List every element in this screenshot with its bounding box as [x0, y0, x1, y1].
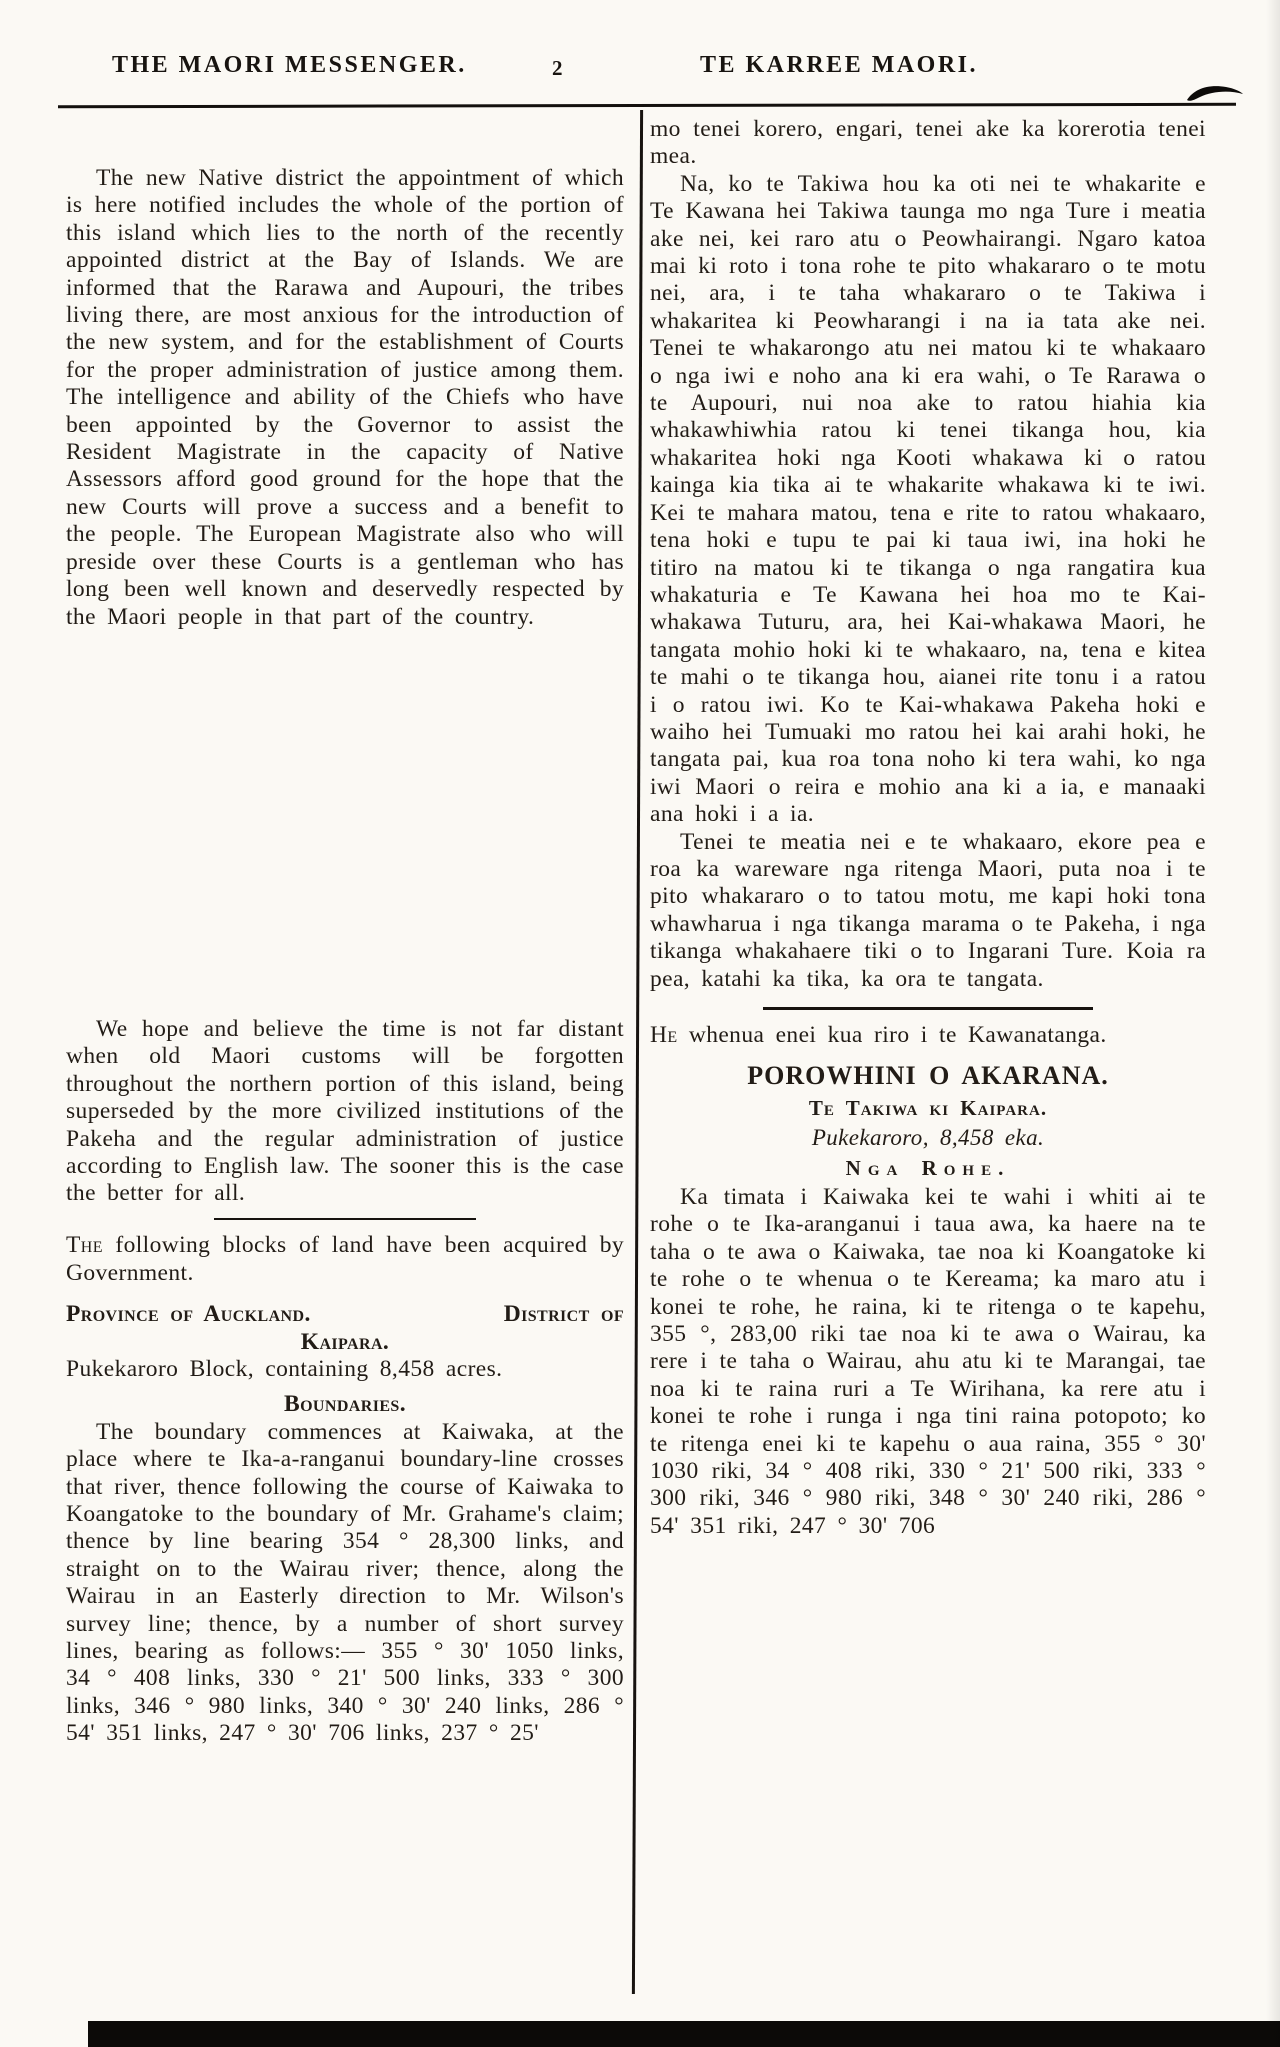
province-district-heading	[66, 1301, 624, 1328]
scan-edge-shading	[1266, 0, 1280, 2047]
column-divider-rule	[632, 110, 643, 1994]
province-heading-right: District of	[503, 1301, 624, 1328]
land-notice-text: following blocks of land have been acquired by Government.	[66, 1232, 624, 1286]
maori-land-notice-lead: He	[650, 1021, 678, 1048]
takiwa-kaipara-heading: Te Takiwa ki Kaipara.	[808, 1095, 1048, 1120]
english-block-line: Pukekaroro Block, containing 8,458 acres.	[66, 1355, 503, 1382]
page-number: 2	[552, 56, 563, 80]
maori-land-notice-text: whenua enei kua riro i te Kawanatanga.	[688, 1021, 1107, 1048]
section-rule	[214, 1218, 476, 1221]
maori-column	[650, 116, 1206, 1540]
porowhini-heading: POROWHINI O AKARANA.	[747, 1060, 1109, 1090]
land-notice-lead: The	[66, 1232, 103, 1259]
masthead-title-english: THE MAORI MESSENGER.	[112, 52, 467, 78]
maori-tenei-paragraph: Tenei te meatia nei e te whakaaro, ekore pea e roa ka wareware nga ritenga Maori, puta noa i te pito whakararo o to tatou motu, me kapi hoki tona whawharua i nga tikanga marama o te Pakeha, i nga tikanga whakahaere tiki o to Ingarani Ture. Koia ra pea, katahi ka tika, ka ora te tangata.	[650, 828, 1206, 992]
nga-rohe-heading: Nga Rohe.	[845, 1155, 1011, 1180]
english-column-upper	[66, 165, 624, 631]
maori-takiwa-paragraph: Na, ko te Takiwa hou ka oti nei te whakarite e Te Kawana hei Takiwa taunga mo nga Ture i meatia ake nei, kei raro atu o Peowhairangi. Ngaro katoa mai ki roto i tona rohe te pito whakararo o te motu nei, ara, i te taha whakararo o te Takiwa i whakaritea ki Peowharangi i na ia tata ake nei. Tenei te whakarongo atu nei matou ki te whakaaro o nga iwi e noho ana ki era wahi, o Te Rarawa o te Aupouri, nui noa ake to ratou hiahia kia whakawhiwhia ratou ki tenei tikanga hou, kia whakaritea hoki nga Kooti whakawa ki o ratou kainga kia tika ai te whakarite whakawa ki te iwi. Kei te mahara matou, tena e rite to ratou whakaaro, tena hoki e tupu te pai ki taua iwi, ina hoki he titiro na matou ki te tikanga o nga rangatira kua whakaturia e Te Kawana hei hoa mo te Kai-whakawa Tuturu, ara, hei Kai-whakawa Maori, he tangata mohio hoki ki te whakaaro, na, tena e kitea te mahi o te tikanga hou, aianei rite tonu i a ratou i o ratou iwi. Ko te Kai-whakawa Pakeha hoki e waiho hei Tumuaki mo ratou hei kai arahi hoki, he tangata pai, kua roa tona noho ki tera wahi, ko nga iwi Maori o reira e mohio ana ki a ia, e manaaki ana hoki i a ia.	[650, 170, 1206, 828]
masthead-rule	[58, 103, 1236, 108]
boundaries-heading: Boundaries.	[284, 1391, 406, 1418]
english-district-paragraph: The new Native district the appointment of which is here notified includes the whole of the portion of this island which lies to the north of the recently appointed district at the Bay of Islands. We are informed that the Rarawa and Aupouri, the tribes living there, are most anxious for the introduction of the new system, and for the establishment of Courts for the proper administration of justice among them. The intelligence and ability of the Chiefs who have been appointed by the Governor to assist the Resident Magistrate in the capacity of Native Assessors afford good ground for the hope that the new Courts will prove a success and a benefit to the people. The European Magistrate also who will preside over these Courts is a gentleman who has long been well known and deservedly respected by the Maori people in that part of the country.	[66, 165, 624, 630]
section-rule	[763, 1007, 1093, 1010]
kaipara-heading: Kaipara.	[300, 1328, 390, 1355]
province-heading-left: Province of Auckland.	[66, 1301, 311, 1328]
pukekaroro-eka-line: Pukekaroro, 8,458 eka.	[811, 1124, 1045, 1150]
english-land-notice	[66, 1232, 624, 1287]
masthead-title-maori: TE KARREE MAORI.	[700, 52, 979, 78]
scan-bottom-bar	[88, 2021, 1280, 2047]
ink-swoosh-mark	[1186, 84, 1244, 108]
maori-land-notice	[650, 1022, 1206, 1049]
english-boundaries-paragraph: The boundary commences at Kaiwaka, at the place where te Ika-a-ranganui boundary-line crosses that river, thence following the course of Kaiwaka to Koangatoke to the boundary of Mr. Grahame's claim; thence by line bearing 354 ° 28,300 links, and straight on to the Wairau river; thence, along the Wairau in an Easterly direction to Mr. Wilson's survey line; thence, by a number of short survey lines, bearing as follows:— 355 ° 30' 1050 links, 34 ° 408 links, 330 ° 21' 500 links, 333 ° 300 links, 346 ° 980 links, 340 ° 30' 240 links, 286 ° 54' 351 links, 247 ° 30' 706 links, 237 ° 25'	[66, 1418, 624, 1747]
maori-boundaries-paragraph: Ka timata i Kaiwaka kei te wahi i whiti ai te rohe o te Ika-aranganui i taua awa, ka haere na te taha o te awa o Kaiwaka, tae noa ki Koangatoke ki te rohe o te whenua o te Kereama; ka maro atu i konei te rohe, he raina, ki te ritenga o te kapehu, 355 °, 283,00 riki tae noa ki te awa o Wairau, ka rere i te taha o Wairau, ahu atu ki te Marangai, tae noa ki te raina ruri a Te Wirihana, ka rere atu i konei te rohe i runga i nga tini raina potopoto; ko te ritenga enei ki te kapehu o aua raina, 355 ° 30' 1030 riki, 34 ° 408 riki, 330 ° 21' 500 riki, 333 ° 300 riki, 346 ° 980 riki, 348 ° 30' 240 riki, 286 ° 54' 351 riki, 247 ° 30' 706	[650, 1183, 1206, 1539]
english-column-lower	[66, 1016, 624, 1748]
english-hope-paragraph: We hope and believe the time is not far distant when old Maori customs will be forgotten throughout the northern portion of this island, being superseded by the more civilized institutions of the Pakeha and the regular administration of justice according to English law. The sooner this is the case the better for all.	[66, 1016, 624, 1207]
maori-continuation-paragraph: mo tenei korero, engari, tenei ake ka korerotia tenei mea.	[650, 116, 1206, 170]
